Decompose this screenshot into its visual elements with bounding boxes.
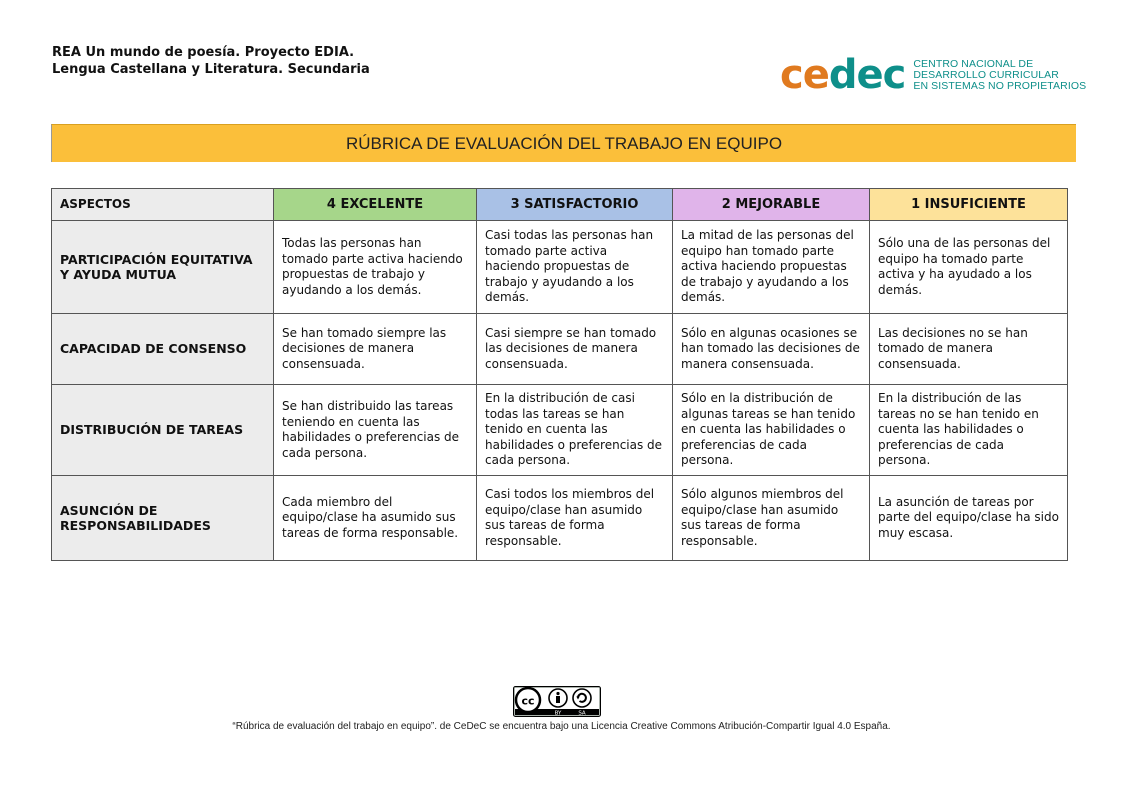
table-row	[52, 385, 1068, 476]
cell-satisfactorio: Casi siempre se han tomado las decisiones de manera consensuada.	[477, 314, 673, 385]
cell-mejorable: Sólo en algunas ocasiones se han tomado las decisiones de manera consensuada.	[673, 314, 870, 385]
cell-mejorable: La mitad de las personas del equipo han tomado parte activa haciendo propuestas de trabajo y ayudando a los demás.	[673, 221, 870, 314]
cell-insuficiente: Las decisiones no se han tomado de manera consensuada.	[870, 314, 1068, 385]
table-row	[52, 314, 1068, 385]
cell-excelente: Cada miembro del equipo/clase ha asumido sus tareas de forma responsable.	[274, 476, 477, 561]
rubric-table	[51, 188, 1068, 561]
header-mejorable: 2 MEJORABLE	[673, 189, 870, 221]
header-satisfactorio: 3 SATISFACTORIO	[477, 189, 673, 221]
header-excelente: 4 EXCELENTE	[274, 189, 477, 221]
logo-tag-line2: DESARROLLO CURRICULAR	[913, 68, 1059, 81]
logo-letter-c: c	[780, 52, 803, 98]
cell-mejorable: Sólo en la distribución de algunas tareas se han tenido en cuenta las habilidades o preferencias de cada persona.	[673, 385, 870, 476]
cell-insuficiente: Sólo una de las personas del equipo ha tomado parte activa y ha ayudado a los demás.	[870, 221, 1068, 314]
cell-satisfactorio: Casi todos los miembros del equipo/clase han asumido sus tareas de forma responsable.	[477, 476, 673, 561]
license-text: “Rúbrica de evaluación del trabajo en equipo”. de CeDeC se encuentra bajo una Licencia Creative Commons Atribución-Compartir Igual 4.0 España.	[232, 721, 891, 732]
table-header-row	[52, 189, 1068, 221]
cell-excelente: Se han tomado siempre las decisiones de manera consensuada.	[274, 314, 477, 385]
document-header	[52, 44, 370, 78]
cell-excelente: Todas las personas han tomado parte activa haciendo propuestas de trabajo y ayudando a los demás.	[274, 221, 477, 314]
logo-tag-line3: EN SISTEMAS NO PROPIETARIOS	[913, 79, 1087, 92]
cedec-logo-tagline	[913, 59, 1086, 92]
sa-icon-label: SA	[578, 710, 586, 717]
cell-satisfactorio: Casi todas las personas han tomado parte activa haciendo propuestas de trabajo y ayudando a los demás.	[477, 221, 673, 314]
cedec-logo	[780, 52, 1087, 98]
header-insuficiente: 1 INSUFICIENTE	[870, 189, 1068, 221]
cc-by-sa-icon	[513, 686, 601, 721]
logo-letter-e: e	[802, 52, 829, 98]
cell-excelente: Se han distribuido las tareas teniendo en cuenta las habilidades o preferencias de cada persona.	[274, 385, 477, 476]
by-icon-label: BY	[554, 710, 562, 717]
header-line-subject: Lengua Castellana y Literatura. Secundaria	[52, 62, 370, 77]
cell-insuficiente: La asunción de tareas por parte del equipo/clase ha sido muy escasa.	[870, 476, 1068, 561]
logo-letters-dec: dec	[828, 52, 906, 98]
aspect-consenso: CAPACIDAD DE CONSENSO	[52, 314, 274, 385]
aspect-responsabilidades: ASUNCIÓN DE RESPONSABILIDADES	[52, 476, 274, 561]
cedec-logo-word	[780, 52, 906, 98]
header-line-project: REA Un mundo de poesía. Proyecto EDIA.	[52, 45, 355, 60]
header-aspects: ASPECTOS	[52, 189, 274, 221]
table-row	[52, 221, 1068, 314]
rubric-title: RÚBRICA DE EVALUACIÓN DEL TRABAJO EN EQUIPO	[51, 124, 1076, 162]
logo-tag-line1: CENTRO NACIONAL DE	[913, 57, 1034, 70]
aspect-participacion: PARTICIPACIÓN EQUITATIVA Y AYUDA MUTUA	[52, 221, 274, 314]
cell-satisfactorio: En la distribución de casi todas las tareas se han tenido en cuenta las habilidades o preferencias de cada persona.	[477, 385, 673, 476]
cc-icon-label: cc	[521, 694, 535, 708]
aspect-distribucion: DISTRIBUCIÓN DE TAREAS	[52, 385, 274, 476]
cell-mejorable: Sólo algunos miembros del equipo/clase han asumido sus tareas de forma responsable.	[673, 476, 870, 561]
cell-insuficiente: En la distribución de las tareas no se han tenido en cuenta las habilidades o preferencias de cada persona.	[870, 385, 1068, 476]
table-row	[52, 476, 1068, 561]
